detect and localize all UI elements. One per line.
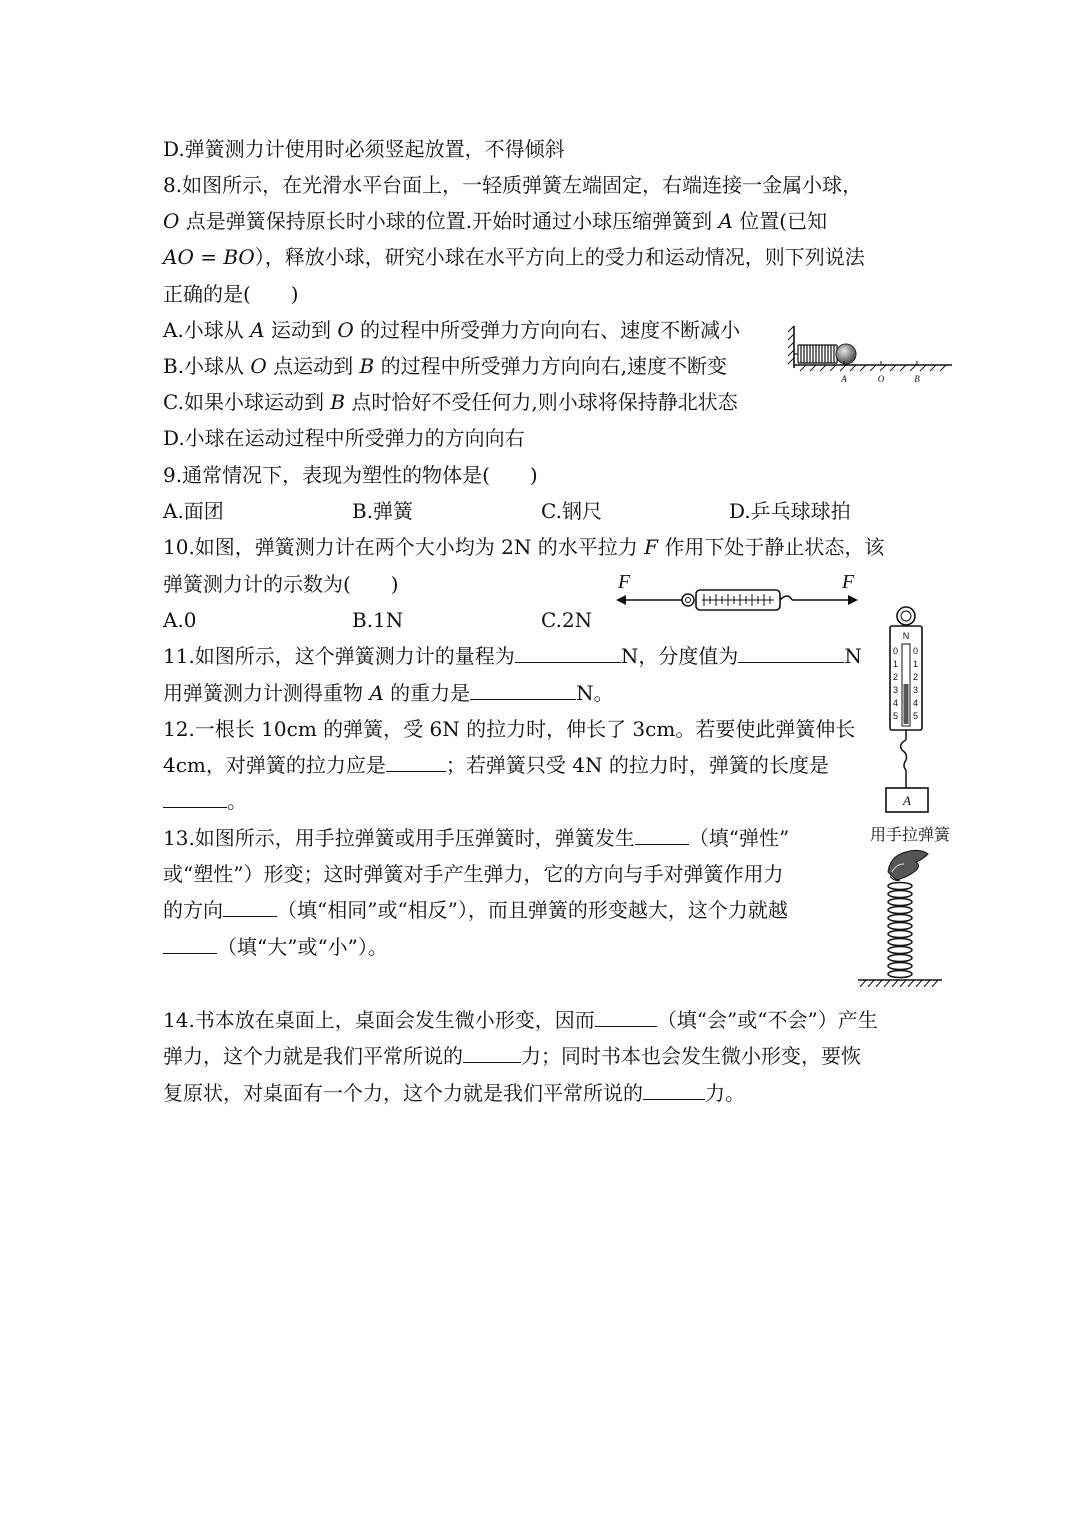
- q10-option-b: B.1N: [352, 608, 404, 632]
- q13-line-1: 13.如图所示，用手拉弹簧或用手压弹簧时，弹簧发生 （填“弹性”: [163, 826, 790, 850]
- q8-option-d: D.小球在运动过程中所受弹力的方向向右: [163, 426, 525, 450]
- svg-text:3: 3: [913, 685, 919, 695]
- q12-line-3: 。: [163, 787, 247, 815]
- q12-blank-length[interactable]: [163, 789, 227, 808]
- q13-blank-size[interactable]: [163, 935, 217, 954]
- q8-line-1: 8.如图所示，在光滑水平台面上，一轻质弹簧左端固定，右端连接一金属小球，: [163, 173, 863, 197]
- svg-text:1: 1: [913, 659, 919, 669]
- q14-blank-will[interactable]: [595, 1008, 657, 1027]
- q12-line-2: 4cm，对弹簧的拉力应是 ；若弹簧只受 4N 的拉力时，弹簧的长度是: [163, 753, 829, 777]
- q9-option-a: A.面团: [163, 499, 224, 523]
- q14-line-2: 弹力，这个力就是我们平常所说的 力；同时书本也会发生微小形变，要恢: [163, 1044, 861, 1068]
- svg-text:1: 1: [893, 659, 899, 669]
- vertical-spring-scale-figure: [880, 604, 932, 816]
- q9-option-d: D.乒乓球球拍: [729, 499, 851, 523]
- scale-unit-label: N: [902, 631, 910, 641]
- q8-option-a: A.小球从 A 运动到 O 的过程中所受弹力方向向右、速度不断减小: [163, 318, 741, 342]
- weight-label: A: [903, 793, 911, 808]
- q8-option-c: C.如果小球运动到 B 点时恰好不受任何力,则小球将保持静北状态: [163, 390, 738, 414]
- q8-option-b: B.小球从 O 点运动到 B 的过程中所受弹力方向向右,速度不断变: [163, 354, 727, 378]
- q12-line-1: 12.一根长 10cm 的弹簧，受 6N 的拉力时，伸长了 3cm。若要使此弹簧伸长: [163, 717, 856, 741]
- q11-line-2: 用弹簧测力计测得重物 A 的重力是 N。: [163, 681, 614, 705]
- q8-line-4: 正确的是( ): [163, 282, 299, 306]
- q14-blank-force-2[interactable]: [643, 1081, 705, 1100]
- q10-option-a: A.0: [163, 608, 197, 632]
- q7-option-d: D.弹簧测力计使用时必须竖起放置，不得倾斜: [163, 137, 565, 161]
- q11-blank-weight[interactable]: [470, 681, 576, 700]
- svg-text:5: 5: [893, 711, 899, 721]
- label-o: O: [877, 374, 885, 384]
- svg-text:0: 0: [913, 646, 919, 656]
- q13-blank-type[interactable]: [635, 826, 689, 845]
- label-b: B: [914, 374, 920, 384]
- q9-stem: 9.通常情况下，表现为塑性的物体是( ): [163, 463, 538, 487]
- q10-option-c: C.2N: [541, 608, 593, 632]
- q8-line-3: AO = BO），释放小球，研究小球在水平方向上的受力和运动情况，则下列说法: [163, 245, 865, 269]
- q12-blank-force[interactable]: [386, 753, 446, 772]
- svg-text:0: 0: [893, 646, 899, 656]
- force-label-right: F: [842, 571, 855, 593]
- q11-blank-division[interactable]: [738, 644, 844, 663]
- q14-line-3: 复原状，对桌面有一个力，这个力就是我们平常所说的 力。: [163, 1081, 745, 1105]
- q14-blank-force-1[interactable]: [463, 1044, 521, 1063]
- q13-line-4: （填“大”或“小”）。: [163, 933, 388, 961]
- q13-line-3: 的方向 （填“相同”或“相反”），而且弹簧的形变越大，这个力就越: [163, 898, 788, 922]
- svg-text:2: 2: [913, 672, 919, 682]
- force-label-left: F: [618, 571, 631, 593]
- q10-line-2: 弹簧测力计的示数为( ): [163, 572, 399, 596]
- q9-option-c: C.钢尺: [541, 499, 602, 523]
- q9-options: [163, 497, 923, 525]
- spring-ball-figure: [786, 318, 956, 390]
- q9-option-b: B.弹簧: [352, 499, 414, 523]
- q8-line-2: O 点是弹簧保持原长时小球的位置.开始时通过小球压缩弹簧到 A 位置(已知: [163, 209, 828, 233]
- q14-line-1: 14.书本放在桌面上，桌面会发生微小形变，因而 （填“会”或“不会”）产生: [163, 1008, 878, 1032]
- hand-pulling-spring-figure: [856, 842, 944, 992]
- q10-line-1: 10.如图，弹簧测力计在两个大小均为 2N 的水平拉力 F 作用下处于静止状态，该: [163, 535, 885, 559]
- horizontal-spring-scale-figure: [612, 568, 862, 616]
- label-a: A: [841, 374, 847, 384]
- svg-text:2: 2: [893, 672, 899, 682]
- q13-line-2: 或“塑性”）形变；这时弹簧对手产生弹力，它的方向与手对弹簧作用力: [163, 862, 784, 886]
- svg-text:5: 5: [913, 711, 919, 721]
- svg-text:4: 4: [893, 698, 899, 708]
- q13-blank-direction[interactable]: [223, 898, 277, 917]
- hand-spring-caption: 用手拉弹簧: [870, 825, 951, 844]
- q11-line-1: 11.如图所示，这个弹簧测力计的量程为 N，分度值为 N: [163, 644, 862, 668]
- svg-text:3: 3: [893, 685, 899, 695]
- q11-blank-range[interactable]: [515, 644, 621, 663]
- svg-text:4: 4: [913, 698, 919, 708]
